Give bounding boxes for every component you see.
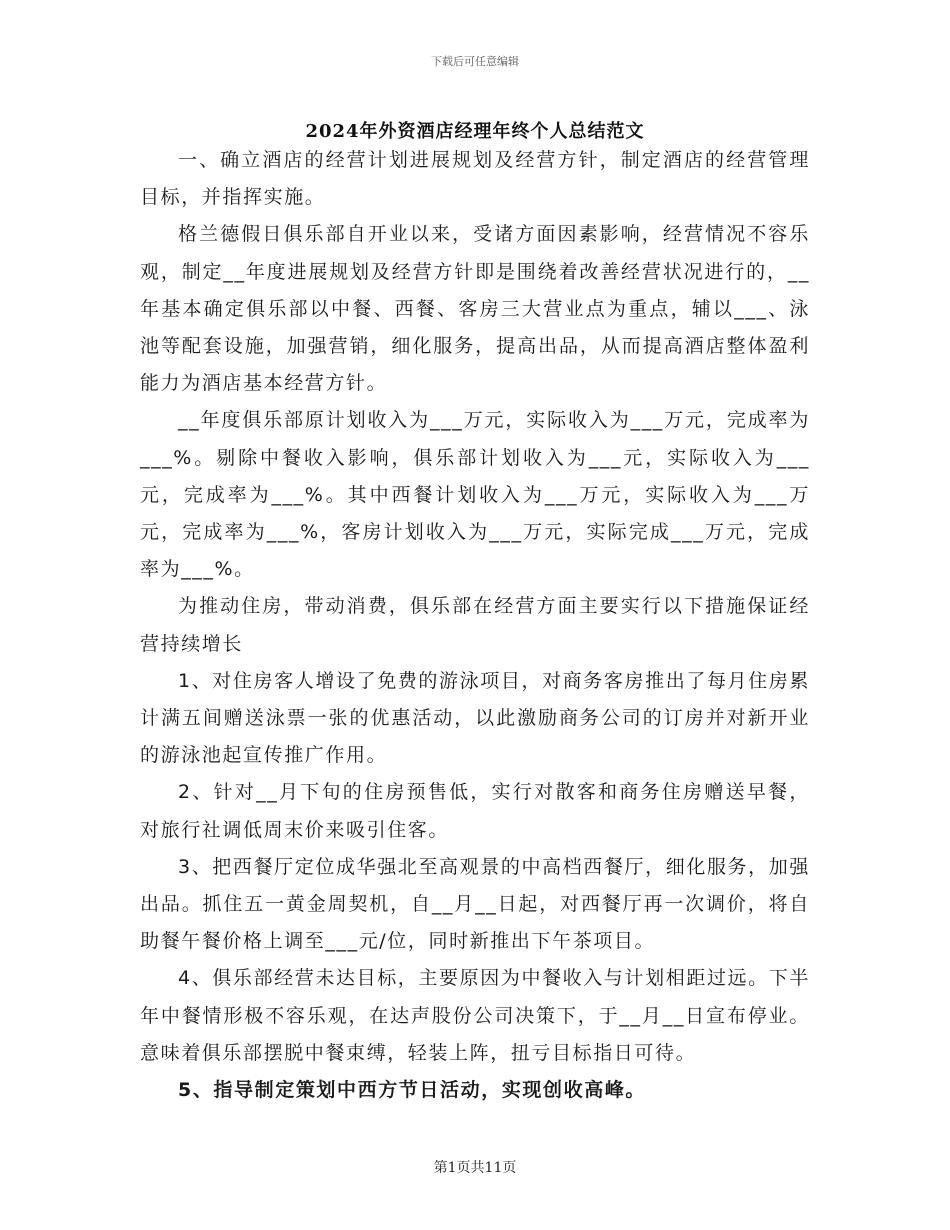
paragraph-5: 1、对住房客人增设了免费的游泳项目，对商务客房推出了每月住房累计满五间赠送泳票一张的优惠活动，以此激励商务公司的订房并对新开业的游泳池起宣传推广作用。	[140, 669, 810, 767]
paragraph-8: 4、俱乐部经营未达目标，主要原因为中餐收入与计划相距过远。下半年中餐情形极不容乐观，在达声股份公司决策下，于__月__日宣布停业。意味着俱乐部摆脱中餐束缚，轻装上阵，扭亏目标指日可待。	[140, 967, 810, 1064]
paragraph-1: 一、确立酒店的经营计划进展规划及经营方针，制定酒店的经营管理目标，并指挥实施。	[140, 149, 810, 209]
paragraph-9-heading: 5、指导制定策划中西方节日活动，实现创收高峰。	[178, 1079, 647, 1102]
paragraph-4: 为推动住房，带动消费，俱乐部在经营方面主要实行以下措施保证经营持续增长	[140, 595, 810, 655]
document-title: 2024年外资酒店经理年终个人总结范文	[305, 121, 645, 142]
page-header: 下载后可任意编辑	[431, 55, 519, 68]
paragraph-6: 2、针对__月下旬的住房预售低，实行对散客和商务住房赠送早餐，对旅行社调低周末价来吸引住客。	[140, 781, 810, 841]
document-body	[140, 142, 810, 1109]
page-footer: 第1页共11页	[433, 1160, 517, 1176]
paragraph-7: 3、把西餐厅定位成华强北至高观景的中高档西餐厅，细化服务，加强出品。抓住五一黄金周契机，自__月__日起，对西餐厅再一次调价，将自助餐午餐价格上调至___元/位，同时新推出下午茶项目。	[140, 855, 810, 953]
paragraph-2: 格兰德假日俱乐部自开业以来，受诸方面因素影响，经营情况不容乐观，制定__年度进展规划及经营方针即是围绕着改善经营状况进行的，__年基本确定俱乐部以中餐、西餐、客房三大营业点为重点，辅以___、泳池等配套设施，加强营销，细化服务，提高出品，从而提高酒店整体盈利能力为酒店基本经营方针。	[140, 223, 810, 395]
paragraph-3: __年度俱乐部原计划收入为___万元，实际收入为___万元，完成率为___%。剔除中餐收入影响，俱乐部计划收入为___元，实际收入为___元，完成率为___%。其中西餐计划收入为___万元，实际收入为___万元，完成率为___%，客房计划收入为___万元，实际完成___万元，完成率为___%。	[140, 409, 810, 581]
